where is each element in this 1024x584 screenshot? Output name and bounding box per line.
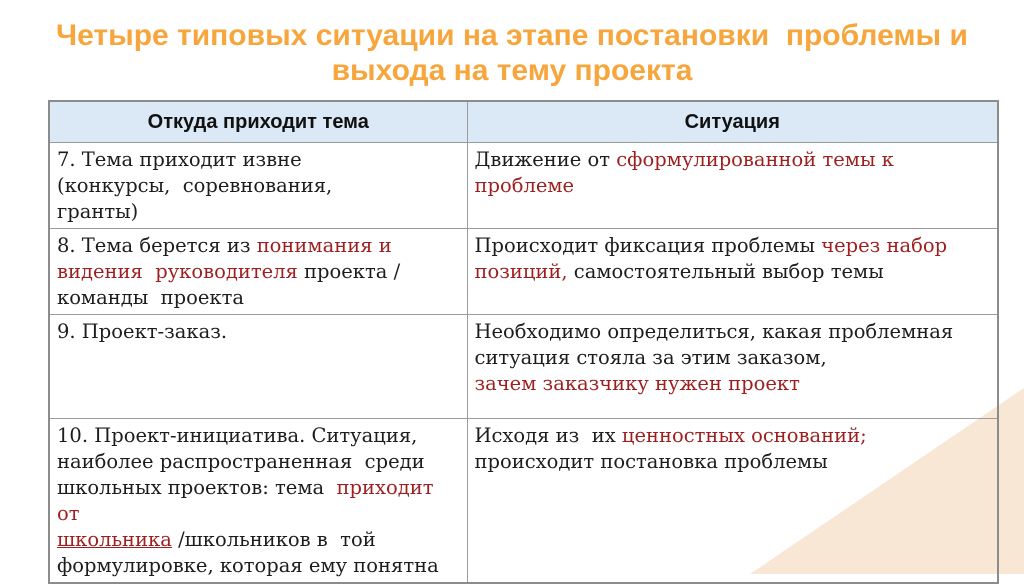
text-line xyxy=(475,371,990,397)
text-run: проекта / xyxy=(297,260,401,283)
table-row xyxy=(49,143,998,229)
text-line xyxy=(57,147,459,173)
text-run: формулировке, которая ему понятна xyxy=(57,554,439,577)
text-line xyxy=(57,449,459,475)
slide-title-line-2: выхода на тему проекта xyxy=(331,54,693,87)
text-line xyxy=(57,233,459,259)
situation-cell xyxy=(467,315,998,419)
table-header-source: Откуда приходит тема xyxy=(49,101,467,143)
situations-table xyxy=(48,100,999,584)
text-run: ценностных оснований; xyxy=(621,424,867,447)
text-line xyxy=(475,319,990,345)
text-line xyxy=(57,173,459,199)
situation-cell xyxy=(467,229,998,315)
text-run: (конкурсы, соревнования, xyxy=(57,174,333,197)
source-cell xyxy=(49,315,467,419)
table-row xyxy=(49,229,998,315)
text-line xyxy=(475,259,990,285)
text-run: Происходит фиксация проблемы xyxy=(474,234,822,257)
text-run: школьных проектов: тема xyxy=(57,476,337,499)
text-line xyxy=(475,449,990,475)
text-run: через набор xyxy=(821,234,948,257)
situation-cell xyxy=(467,419,998,584)
text-line xyxy=(57,259,459,285)
text-run: ситуация стояла за этим заказом, xyxy=(474,346,827,369)
text-run: зачем заказчику нужен проект xyxy=(474,372,800,395)
text-line xyxy=(57,199,459,225)
text-run: Необходимо определиться, какая проблемная xyxy=(474,320,954,343)
text-run: Движение от xyxy=(474,148,617,171)
source-cell xyxy=(49,143,467,229)
text-run: сформулированной темы к проблеме xyxy=(474,148,901,197)
text-line xyxy=(57,553,459,579)
text-run: происходит постановка проблемы xyxy=(474,450,828,473)
text-run: 7. Тема приходит извне xyxy=(57,148,302,171)
text-run: приходит от xyxy=(57,476,440,525)
text-run: Исходя из их xyxy=(474,424,622,447)
text-line xyxy=(57,527,459,553)
text-run: позиций, xyxy=(474,260,568,283)
text-run: 9. Проект-заказ. xyxy=(57,320,228,343)
text-line xyxy=(57,285,459,311)
table-row xyxy=(49,419,998,584)
text-run: 8. Тема берется из xyxy=(57,234,257,257)
text-line xyxy=(57,319,459,345)
text-run: /школьников в той xyxy=(171,528,376,551)
text-run: видения руководителя xyxy=(57,260,298,283)
situation-cell xyxy=(467,143,998,229)
text-run: понимания и xyxy=(256,234,392,257)
source-cell xyxy=(49,229,467,315)
text-line xyxy=(475,345,990,371)
text-line xyxy=(475,147,990,199)
text-run: команды проекта xyxy=(57,286,245,309)
text-run: школьника xyxy=(57,528,172,551)
text-line xyxy=(57,475,459,527)
text-run: гранты) xyxy=(57,200,139,223)
table-header-situation: Ситуация xyxy=(467,101,998,143)
slide-title-line-1: Четыре типовых ситуации на этапе постановки проблемы и xyxy=(56,19,968,52)
table-body xyxy=(49,143,998,584)
table-row xyxy=(49,315,998,419)
slide-title xyxy=(0,18,1024,88)
text-run: 10. Проект-инициатива. Ситуация, xyxy=(57,424,418,447)
text-run: самостоятельный выбор темы xyxy=(567,260,884,283)
text-line xyxy=(475,423,990,449)
table-header-row xyxy=(49,101,998,143)
text-run: наиболее распространенная среди xyxy=(57,450,425,473)
source-cell xyxy=(49,419,467,584)
text-line xyxy=(57,423,459,449)
text-line xyxy=(475,233,990,259)
